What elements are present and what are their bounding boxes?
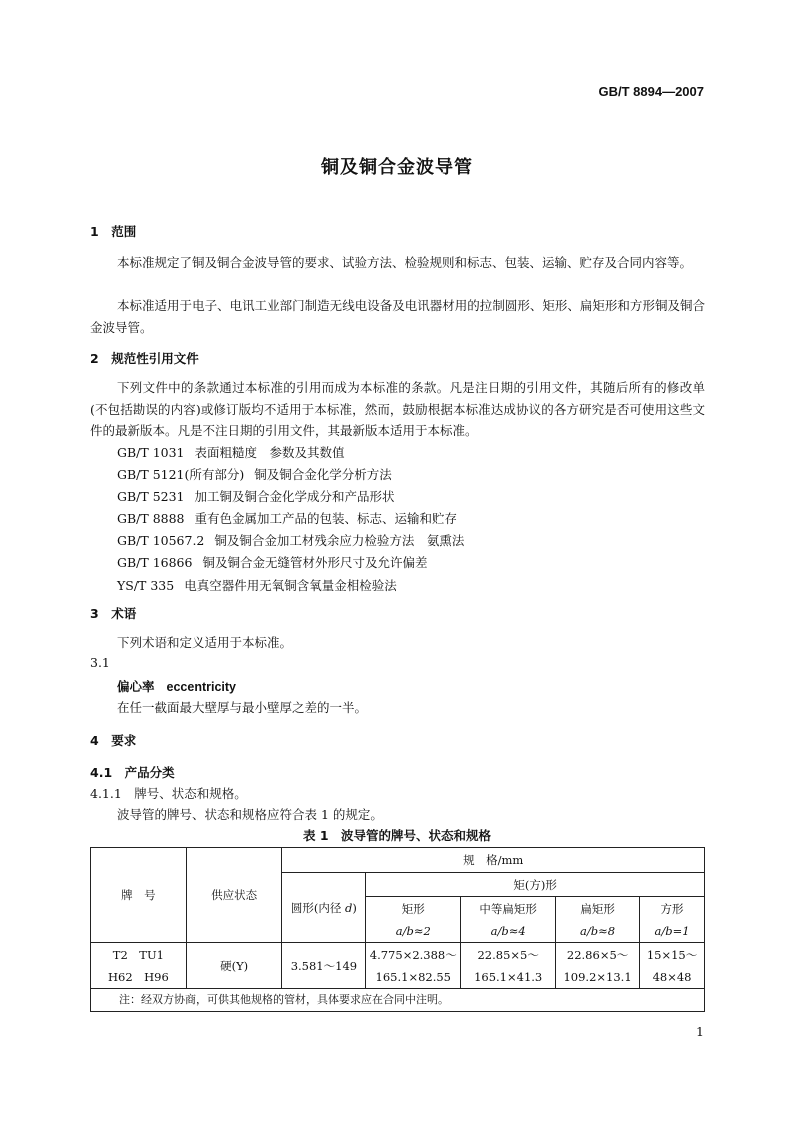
reference-item (117, 486, 464, 508)
col-name: 矩形 (401, 901, 425, 916)
col-ratio: a/b=1 (654, 923, 690, 938)
cell-rect (366, 943, 461, 989)
reference-title: 加工铜及铜合金化学成分和产品形状 (194, 489, 395, 505)
table-caption: 表 1 波导管的牌号、状态和规格 (302, 828, 492, 843)
spec-line: 22.86×5～ (566, 947, 629, 962)
header-mid-flat-rect (461, 897, 556, 943)
section-1-paragraph-1: 本标准规定了铜及铜合金波导管的要求、试验方法、检验规则和标志、包装、运输、贮存及合同内容等。 (117, 255, 693, 270)
table-note: 注：经双方协商，可供其他规格的管材，具体要求应在合同中注明。 (91, 989, 705, 1012)
header-rect-square: 矩(方)形 (366, 873, 705, 897)
header-round (282, 873, 366, 943)
spec-line: 165.1×41.3 (474, 969, 543, 984)
table-row (91, 943, 705, 989)
cell-grade (91, 943, 187, 989)
cell-square (640, 943, 705, 989)
header-flat-rect (556, 897, 640, 943)
reference-title: 铜及铜合金无缝管材外形尺寸及允许偏差 (202, 555, 428, 571)
cell-state: 硬(Y) (186, 943, 282, 989)
section-2-paragraph: 下列文件中的条款通过本标准的引用而成为本标准的条款。凡是注日期的引用文件，其随后所有的修改单(不包括勘误的内容)或修订版均不适用于本标准，然而，鼓励根据本标准达成协议的各方研究是否可使用这些文件的最新版本。凡是不注日期的引用文件，其最新版本适用于本标准。 (90, 380, 705, 438)
header-rect (366, 897, 461, 943)
header-round-suffix: ) (352, 900, 357, 915)
reference-item (117, 530, 464, 552)
reference-title: 电真空器件用无氧铜含氧量金相检验法 (184, 577, 397, 593)
page-number: 1 (696, 1024, 704, 1039)
reference-code: GB/T 1031 (117, 445, 185, 460)
reference-code: GB/T 5121(所有部分) (117, 467, 245, 483)
col-ratio: a/b≈4 (490, 923, 526, 938)
grade-line: H62 H96 (107, 969, 169, 984)
col-name: 方形 (660, 901, 684, 916)
reference-item (117, 442, 464, 464)
reference-title: 表面粗糙度 参数及其数值 (194, 445, 345, 460)
reference-title: 重有色金属加工产品的包装、标志、运输和贮存 (194, 511, 458, 527)
spec-line: 22.85×5～ (477, 947, 539, 962)
clause-4-1-1: 4.1.1 牌号、状态和规格。 (90, 786, 247, 801)
reference-title: 铜及铜合金化学分析方法 (254, 467, 392, 483)
reference-code: GB/T 10567.2 (117, 533, 205, 549)
reference-item (117, 575, 464, 597)
standard-number: GB/T 8894—2007 (598, 84, 704, 99)
term-chinese: 偏心率 (117, 679, 155, 694)
cell-mid-flat (461, 943, 556, 989)
section-1-heading: 1 范围 (90, 224, 137, 239)
spec-line: 165.1×82.55 (375, 969, 451, 984)
col-name: 中等扁矩形 (479, 901, 537, 916)
section-3-heading: 3 术语 (90, 606, 137, 621)
reference-code: GB/T 5231 (117, 489, 185, 505)
cell-round: 3.581～149 (282, 943, 366, 989)
header-square (640, 897, 705, 943)
col-name: 扁矩形 (580, 901, 615, 916)
reference-item (117, 552, 464, 574)
document-title: 铜及铜合金波导管 (321, 157, 473, 178)
section-4-paragraph: 波导管的牌号、状态和规格应符合表 1 的规定。 (117, 807, 383, 822)
reference-title: 铜及铜合金加工材残余应力检验方法 氨熏法 (214, 533, 465, 549)
section-1-paragraph-2: 本标准适用于电子、电讯工业部门制造无线电设备及电讯器材用的拉制圆形、矩形、扁矩形和方形铜及铜合金波导管。 (90, 298, 705, 335)
reference-code: YS/T 335 (117, 577, 175, 593)
section-4-heading: 4 要求 (90, 733, 137, 748)
spec-line: 15×15～ (646, 947, 698, 962)
header-round-prefix: 圆形(内径 (290, 900, 346, 915)
term-definition: 在任一截面最大壁厚与最小壁厚之差的一半。 (117, 700, 368, 715)
waveguide-spec-table (90, 847, 705, 1012)
clause-3-1-number: 3.1 (90, 655, 110, 670)
grade-line: T2 TU1 (112, 947, 164, 962)
header-round-var: d (345, 900, 353, 915)
term-english: eccentricity (166, 680, 236, 694)
header-supply-state: 供应状态 (186, 848, 282, 943)
reference-item (117, 464, 464, 486)
col-ratio: a/b≈8 (580, 923, 616, 938)
term-entry (117, 677, 236, 695)
reference-code: GB/T 8888 (117, 511, 185, 527)
spec-line: 109.2×13.1 (563, 969, 632, 984)
spec-line: 48×48 (652, 969, 692, 984)
header-grade: 牌 号 (91, 848, 187, 943)
reference-code: GB/T 16866 (117, 555, 193, 571)
section-3-paragraph: 下列术语和定义适用于本标准。 (117, 635, 293, 650)
section-2-heading: 2 规范性引用文件 (90, 351, 199, 366)
reference-item (117, 508, 464, 530)
spec-line: 4.775×2.388～ (369, 947, 457, 962)
cell-flat (556, 943, 640, 989)
normative-reference-list (117, 442, 464, 597)
header-specification: 规 格/mm (282, 848, 705, 873)
col-ratio: a/b≈2 (395, 923, 431, 938)
clause-4-1-heading: 4.1 产品分类 (90, 765, 175, 780)
